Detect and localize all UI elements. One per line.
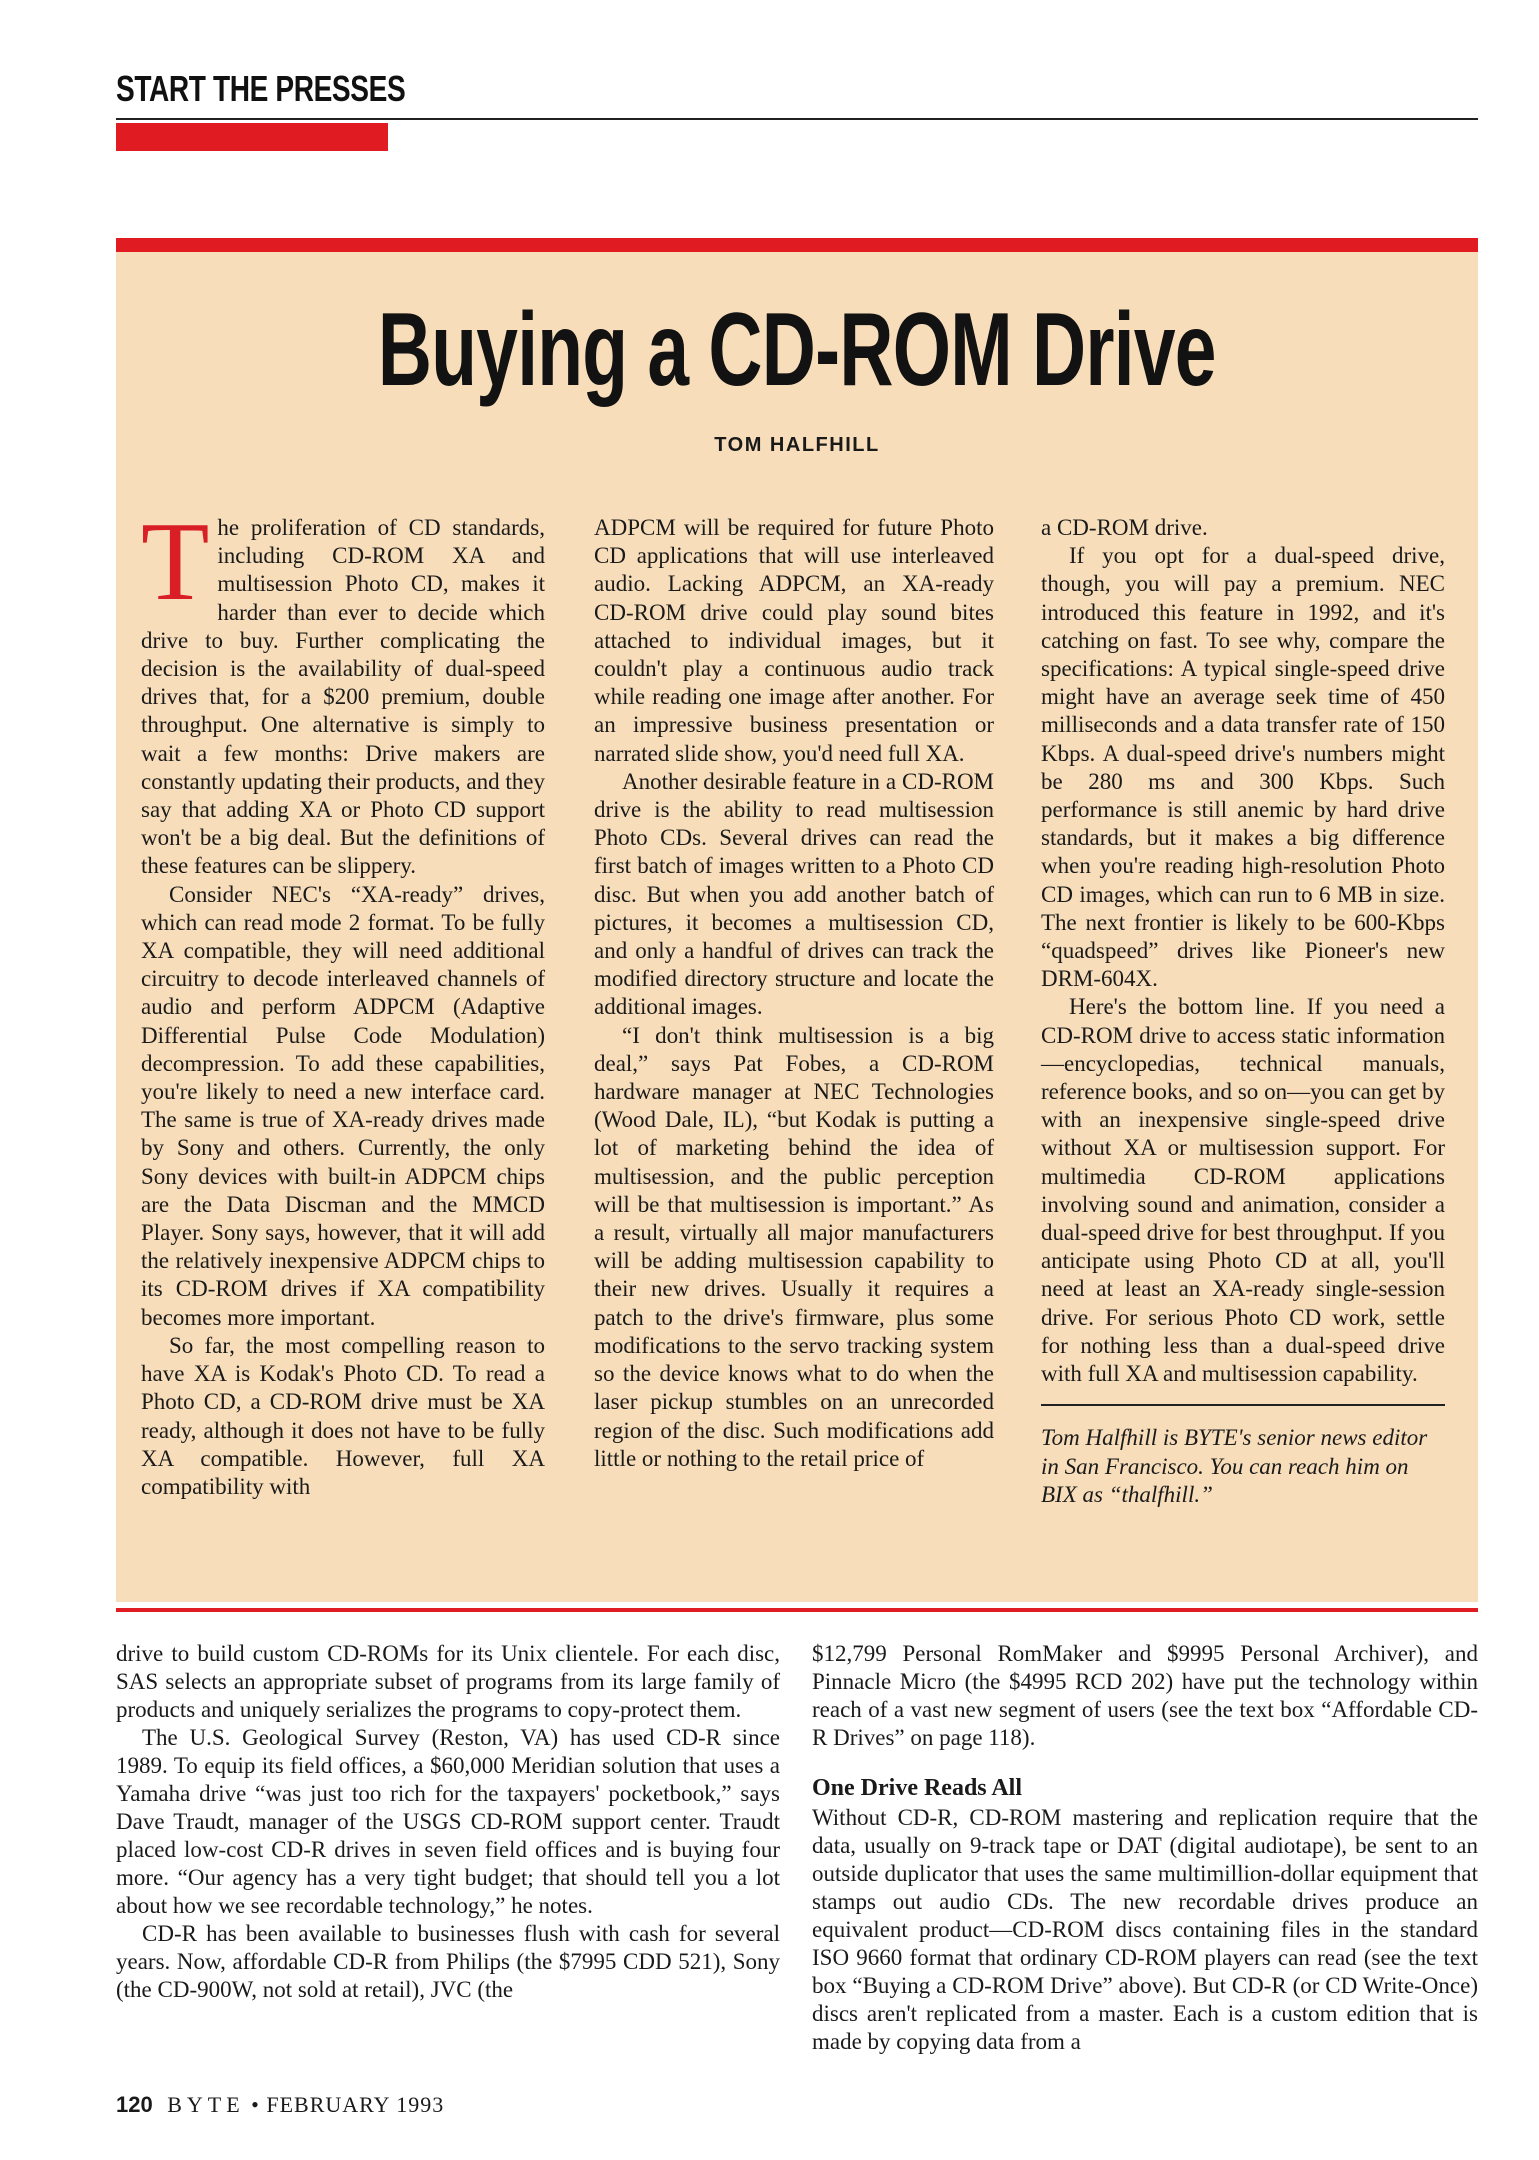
sidebar-paragraph: “I don't think multisession is a big deal,” says Pat Fobes, a CD-ROM hardware manager at NEC Technologies (Wood Dale, IL), “but Kodak is putting a lot of marketing behind the idea of multisession, and the public perception will be that multisession is important.” As a result, virtually all major manufacturers will be adding multisession capability to their new drives. Usually it requires a patch to the drive's firmware, plus some modifications to the servo tracking system so the device knows what to do when the laser pickup stumbles on an unrecorded region of the disc. Such modifications add little or nothing to the retail price of: [594, 1022, 994, 1471]
page-number: 120: [116, 2092, 153, 2117]
bio-rule: [1041, 1404, 1445, 1406]
drop-cap: T: [141, 500, 210, 624]
footer-separator: •: [251, 2092, 260, 2117]
article-column-2: [812, 1640, 1478, 2056]
sidebar-title-text: Buying a CD-ROM Drive: [378, 292, 1216, 408]
sidebar-paragraph: So far, the most compelling reason to have XA is Kodak's Photo CD. To read a Photo CD, a CD-ROM drive must be XA ready, although it does not have to be fully XA compatible. However, full XA compatibility with: [141, 1332, 545, 1499]
sidebar-paragraph: Another desirable feature in a CD-ROM drive is the ability to read multisession Photo CDs. Several drives can read the first batch of images written to a Photo CD disc. But when you add another batch of pictures, it becomes a multisession CD, and only a handful of drives can track the modified directory structure and locate the additional images.: [594, 768, 994, 1020]
article-paragraph: CD-R has been available to businesses flush with cash for several years. Now, affordable CD-R from Philips (the $7995 CDD 521), Sony (the CD-900W, not sold at retail), JVC (the: [116, 1921, 780, 2002]
sidebar-paragraph: ADPCM will be required for future Photo CD applications that will use interleaved audio. Lacking ADPCM, an XA-ready CD-ROM drive could play sound bites attached to individual images, but it couldn't play a continuous audio track while reading one image after another. For an impressive business presentation or narrated slide show, you'd need full XA.: [594, 515, 994, 766]
sidebar-paragraph: a CD-ROM drive.: [1041, 515, 1208, 540]
sidebar-bottom-rule: [116, 1608, 1478, 1612]
magazine-name: BYTE: [167, 2092, 245, 2117]
sidebar-paragraph: [141, 500, 545, 881]
sidebar-paragraph: Consider NEC's “XA-ready” drives, which can read mode 2 format. To be fully XA compatible, they will need additional circuitry to decode interleaved channels of audio and perform ADPCM (Adaptive Differential Pulse Code Modulation) decompression. To add these capabilities, you're likely to need a new interface card. The same is true of XA-ready drives made by Sony and others. Currently, the only Sony devices with built-in ADPCM chips are the Data Discman and the MMCD Player. Sony says, however, that it will add the relatively inexpensive ADPCM chips to its CD-ROM drives if XA compatibility becomes more important.: [141, 881, 545, 1330]
article-column-1: [116, 1640, 780, 2004]
sidebar-paragraph: If you opt for a dual-speed drive, though, you will pay a premium. NEC introduced this feature in 1992, and it's catching on fast. To see why, compare the specifications: A typical single-speed drive might have an average seek time of 450 milliseconds and a data transfer rate of 150 Kbps. A dual-speed drive's numbers might be 280 ms and 300 Kbps. Such performance is still anemic by hard drive standards, but it makes a big difference when you're reading high-resolution Photo CD images, which can run to 6 MB in size. The next frontier is likely to be 600-Kbps “quadspeed” drives like Pioneer's new DRM-604X.: [1041, 543, 1445, 992]
sidebar-column-1: [141, 500, 545, 1501]
author-bio: Tom Halfhill is BYTE's senior news editor in San Francisco. You can reach him on BIX as “thalfhill.”: [1041, 1425, 1428, 1507]
sidebar-top-rule: [116, 238, 1478, 252]
issue-date: FEBRUARY 1993: [266, 2092, 445, 2117]
article-paragraph: The U.S. Geological Survey (Reston, VA) has used CD-R since 1989. To equip its field offices, a $60,000 Meridian solution that uses a Yamaha drive “was just too rich for the taxpayers' pocketbook,” says Dave Traudt, manager of the USGS CD-ROM support center. Traudt placed low-cost CD-R drives in seven field offices and is buying four more. “Our agency has a very tight budget; that should tell you a lot about how we see recordable technology,” he notes.: [116, 1725, 780, 1918]
sidebar-paragraph: Here's the bottom line. If you need a CD-ROM drive to access static information—encyclopedias, technical manuals, reference books, and so on—you can get by with an inexpensive single-speed drive without XA or multisession support. For multimedia CD-ROM applications involving sound and animation, consider a dual-speed drive for best throughput. If you anticipate using Photo CD at all, you'll need at least an XA-ready single-session drive. For serious Photo CD work, settle for nothing less than a dual-speed drive with full XA and multisession capability.: [1041, 994, 1445, 1387]
sidebar-paragraph-text: he proliferation of CD standards, including CD-ROM XA and multisession Photo CD, makes it harder than ever to decide which drive to buy. Further complicating the decision is the availability of dual-speed drives that, for a $200 premium, double throughput. One alternative is simply to wait a few months: Drive makers are constantly updating their products, and they say that adding XA or Photo CD support won't be a big deal. But the definitions of these features can be slippery.: [141, 515, 545, 879]
article-paragraph: Without CD-R, CD-ROM mastering and replication require that the data, usually on 9-track tape or DAT (digital audiotape), be sent to an outside duplicator that uses the same multimillion-dollar equipment that stamps out audio CDs. The new recordable drives produce an equivalent product—CD-ROM discs containing files in the standard ISO 9660 format that ordinary CD-ROM players can read (see the text box “Buying a CD-ROM Drive” above). But CD-R (or CD Write-Once) discs aren't replicated from a master. Each is a custom edition that is made by copying data from a: [812, 1805, 1478, 2054]
sidebar-byline: TOM HALFHILL: [714, 434, 880, 456]
sidebar-column-2: [594, 514, 994, 1473]
header-accent-bar: [116, 123, 388, 151]
header-rule: [116, 118, 1478, 120]
article-subhead: One Drive Reads All: [812, 1775, 1022, 1801]
article-paragraph: $12,799 Personal RomMaker and $9995 Personal Archiver), and Pinnacle Micro (the $4995 RCD 202) have put the technology within reach of a vast new segment of users (see the text box “Affordable CD-R Drives” on page 118).: [812, 1641, 1478, 1750]
article-paragraph: drive to build custom CD-ROMs for its Unix clientele. For each disc, SAS selects an appropriate subset of programs from its large family of products and uniquely serializes the programs to copy-protect them.: [116, 1641, 780, 1722]
sidebar-title: [116, 292, 1478, 408]
page-footer: [116, 2092, 444, 2118]
sidebar-column-3: [1041, 514, 1445, 1509]
section-label: START THE PRESSES: [116, 68, 406, 109]
